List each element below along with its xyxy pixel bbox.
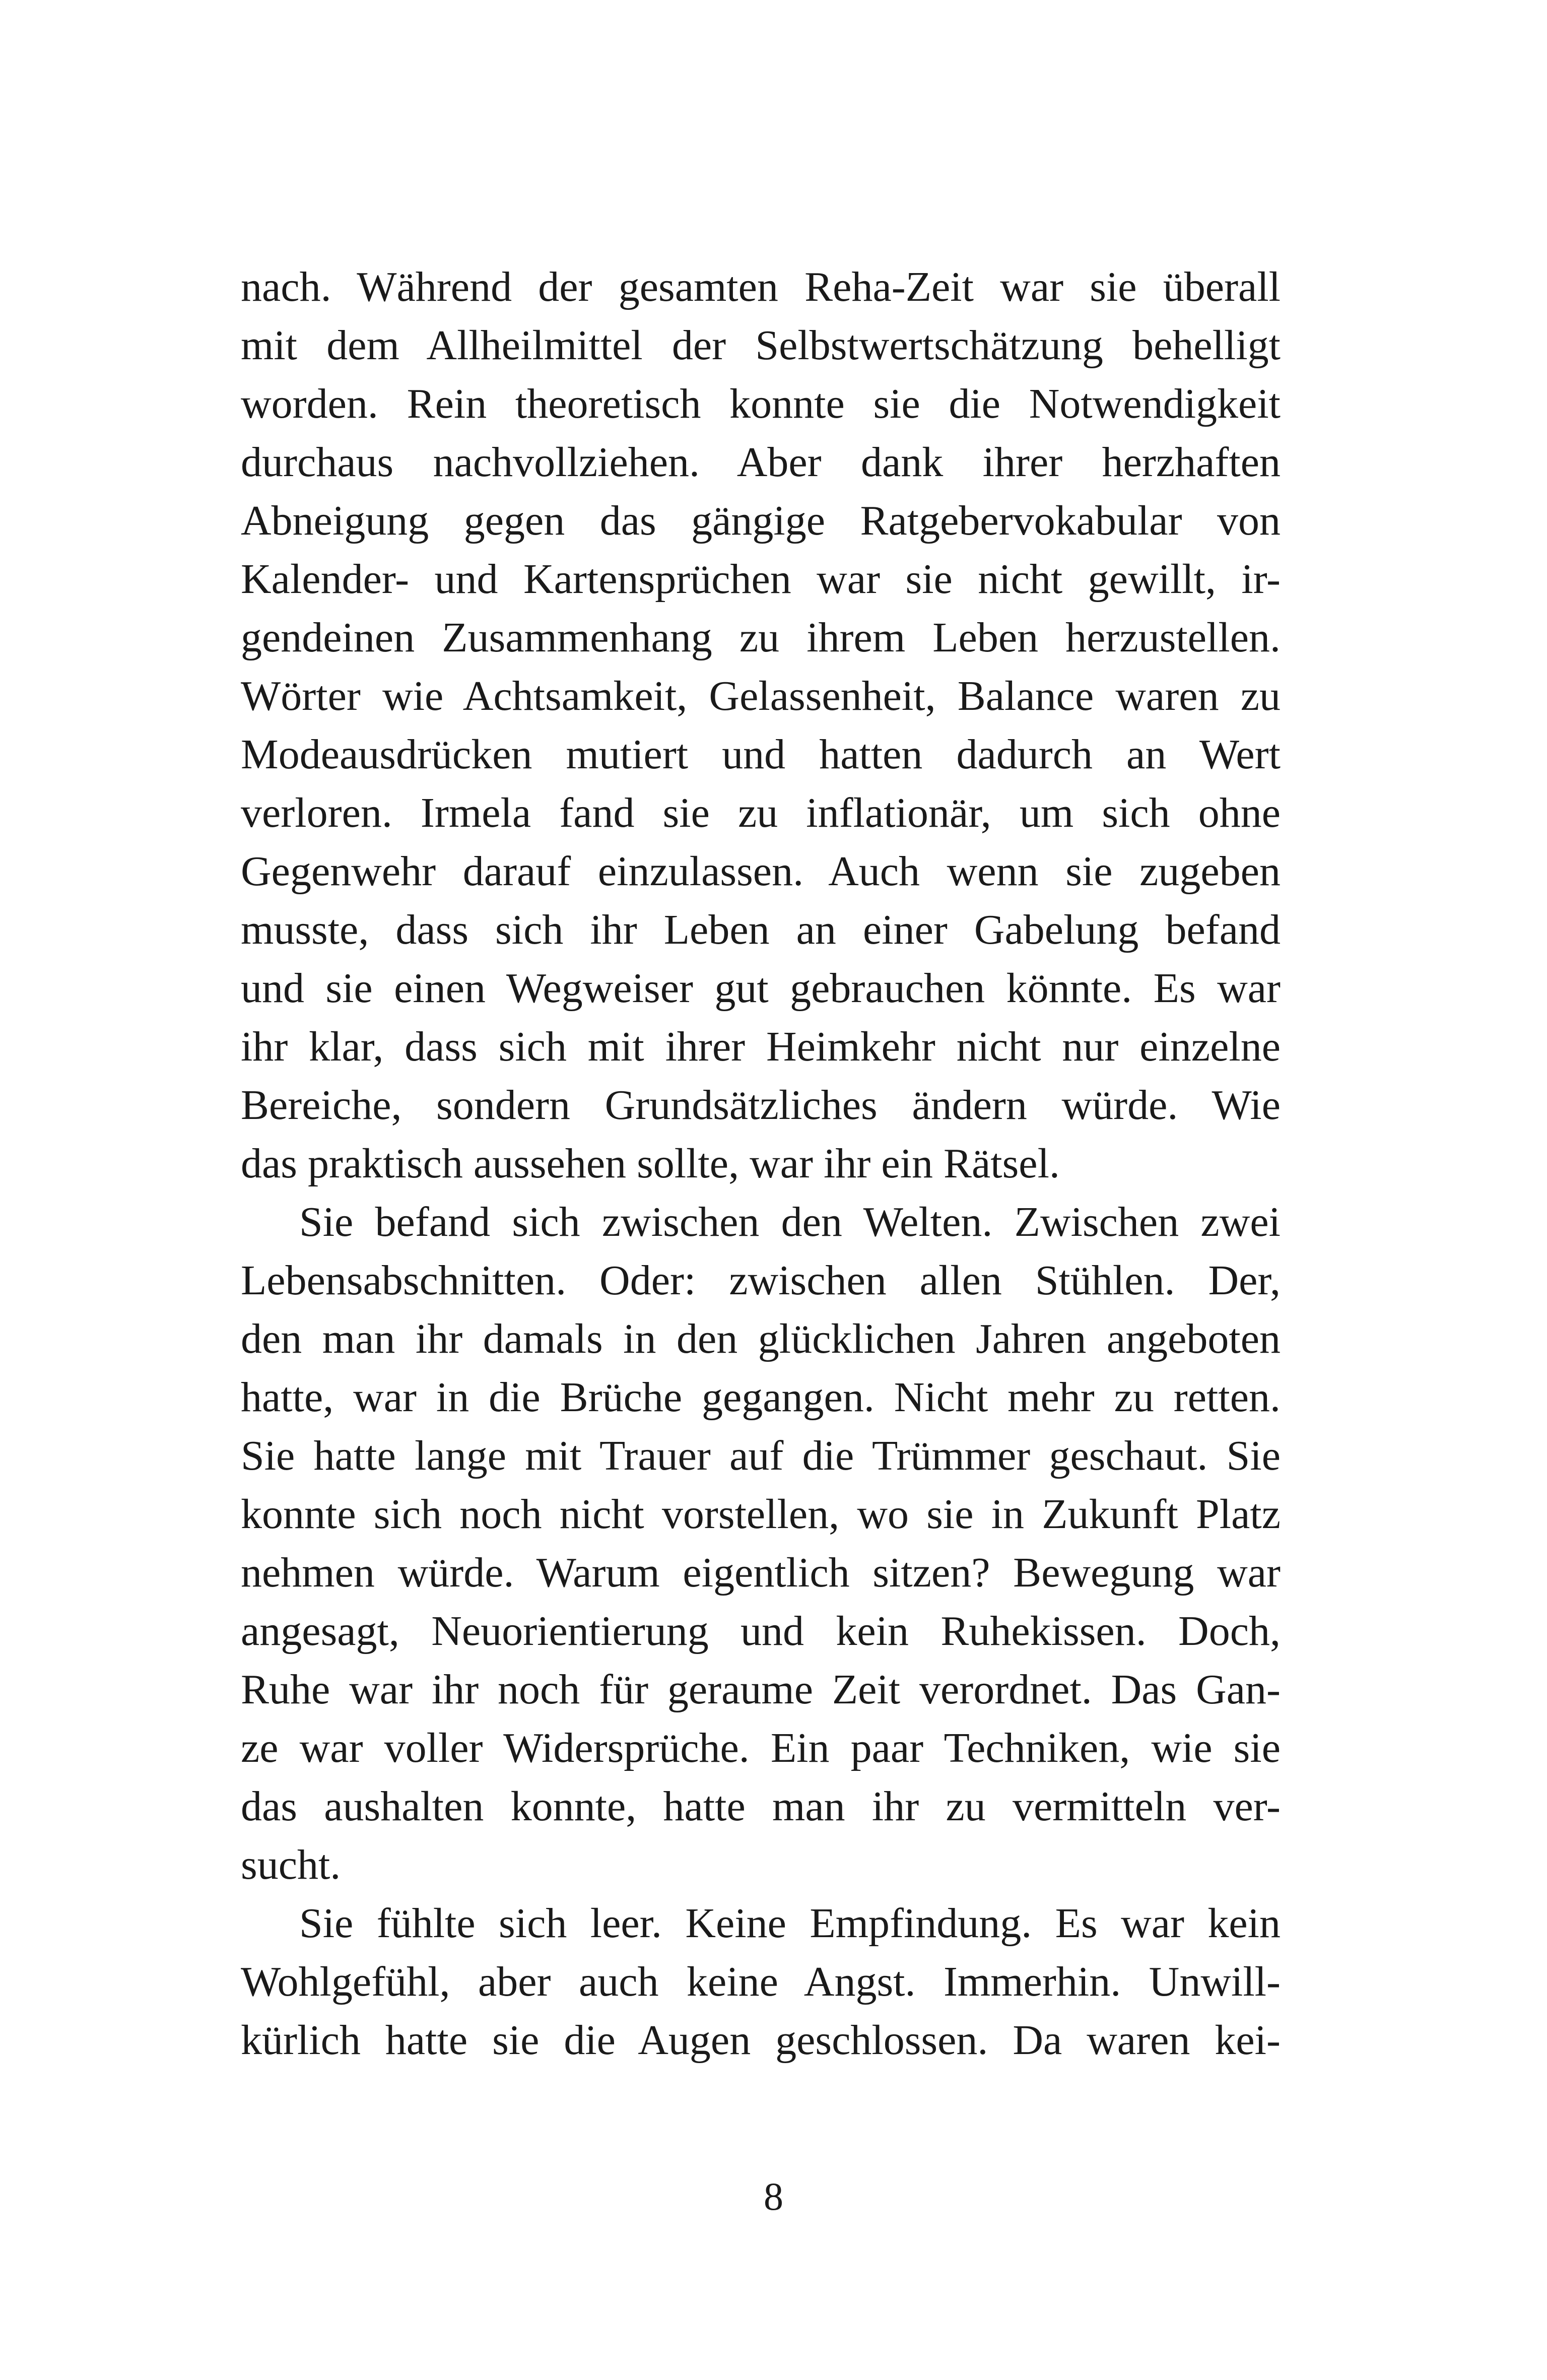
- text-line: sucht.: [241, 1841, 341, 1888]
- text-line: verloren. Irmela fand sie zu inflationär, um sich ohne: [241, 789, 1281, 836]
- text-line: das aushalten konnte, hatte man ihr zu vermitteln ver-: [241, 1783, 1281, 1830]
- text-line: mit dem Allheilmittel der Selbstwertschätzung behelligt: [241, 322, 1281, 369]
- paragraph: [241, 258, 1281, 1193]
- text-line: kürlich hatte sie die Augen geschlossen. Da waren kei-: [241, 2017, 1281, 2064]
- text-line: Gegenwehr darauf einzulassen. Auch wenn sie zugeben: [241, 848, 1281, 895]
- text-line: nach. Während der gesamten Reha-Zeit war sie überall: [241, 263, 1281, 310]
- paragraph: [241, 1894, 1281, 2070]
- text-line: Bereiche, sondern Grundsätzliches ändern würde. Wie: [241, 1082, 1281, 1129]
- text-line: ze war voller Widersprüche. Ein paar Techniken, wie sie: [241, 1725, 1281, 1771]
- text-line: und sie einen Wegweiser gut gebrauchen könnte. Es war: [241, 965, 1281, 1012]
- text-line: gendeinen Zusammenhang zu ihrem Leben herzustellen.: [241, 614, 1281, 661]
- text-line: Wohlgefühl, aber auch keine Angst. Immerhin. Unwill-: [241, 1958, 1281, 2005]
- text-line: konnte sich noch nicht vorstellen, wo sie in Zukunft Platz: [241, 1491, 1281, 1538]
- text-line: Abneigung gegen das gängige Ratgebervokabular von: [241, 497, 1281, 544]
- text-line: den man ihr damals in den glücklichen Jahren angeboten: [241, 1315, 1281, 1362]
- text-line: durchaus nachvollziehen. Aber dank ihrer herzhaften: [241, 439, 1281, 486]
- text-line: angesagt, Neuorientierung und kein Ruhekissen. Doch,: [241, 1608, 1281, 1655]
- body-text: [241, 258, 1281, 2070]
- text-line: ihr klar, dass sich mit ihrer Heimkehr nicht nur einzelne: [241, 1023, 1281, 1070]
- text-line: Sie fühlte sich leer. Keine Empfindung. Es war kein: [299, 1900, 1281, 1947]
- text-line: Ruhe war ihr noch für geraume Zeit verordnet. Das Gan-: [241, 1666, 1281, 1713]
- page-number: 8: [764, 2174, 783, 2218]
- text-line: das praktisch aussehen sollte, war ihr ein Rätsel.: [241, 1140, 1060, 1187]
- text-line: Modeausdrücken mutiert und hatten dadurch an Wert: [241, 731, 1281, 778]
- text-line: hatte, war in die Brüche gegangen. Nicht mehr zu retten.: [241, 1374, 1281, 1421]
- text-line: Sie befand sich zwischen den Welten. Zwischen zwei: [299, 1199, 1281, 1245]
- text-line: nehmen würde. Warum eigentlich sitzen? Bewegung war: [241, 1549, 1281, 1596]
- text-line: Sie hatte lange mit Trauer auf die Trümmer geschaut. Sie: [241, 1432, 1281, 1479]
- text-line: Lebensabschnitten. Oder: zwischen allen Stühlen. Der,: [241, 1257, 1281, 1304]
- text-line: worden. Rein theoretisch konnte sie die Notwendigkeit: [241, 380, 1281, 427]
- text-line: musste, dass sich ihr Leben an einer Gabelung befand: [241, 906, 1281, 953]
- text-line: Wörter wie Achtsamkeit, Gelassenheit, Balance waren zu: [241, 673, 1281, 719]
- text-line: Kalender- und Kartensprüchen war sie nicht gewillt, ir-: [241, 556, 1281, 603]
- paragraph: [241, 1193, 1281, 1894]
